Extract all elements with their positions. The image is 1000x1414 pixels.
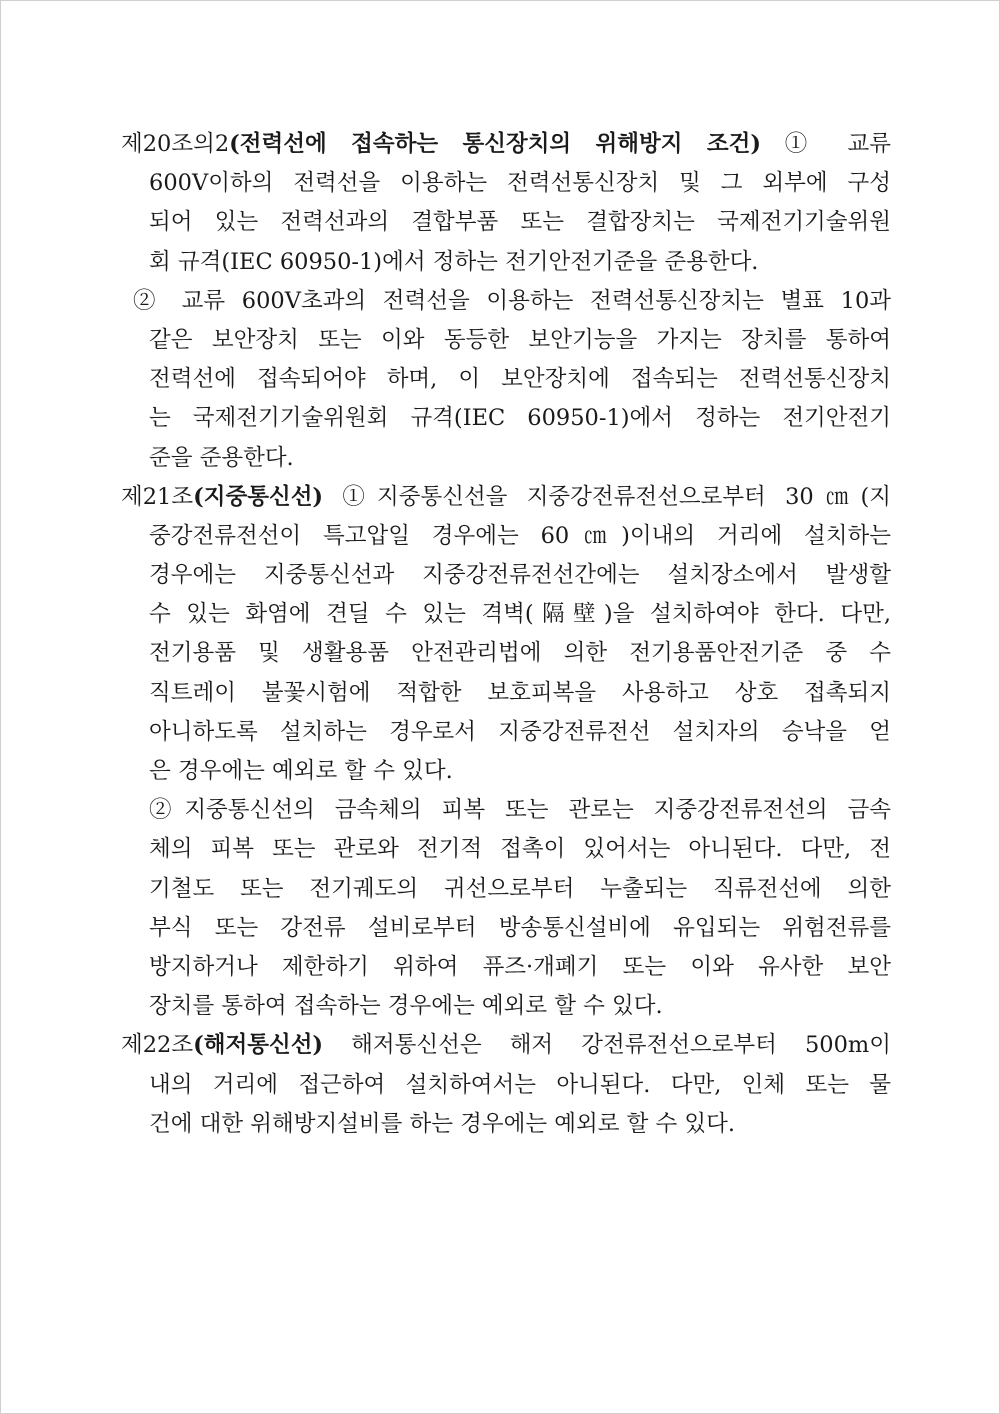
text-line: 체의 피복 또는 관로와 전기적 접촉이 있어서는 아니된다. 다만, 전 <box>149 836 891 863</box>
text-line: 기철도 또는 전기궤도의 귀선으로부터 누출되는 직류전선에 의한 <box>149 875 891 902</box>
text-line: 방지하거나 제한하기 위하여 퓨즈·개폐기 또는 이와 유사한 보안 <box>149 953 891 980</box>
text-line: 아니하도록 설치하는 경우로서 지중강전류전선 설치자의 승낙을 얻 <box>149 718 891 745</box>
text-line: 내의 거리에 접근하여 설치하여서는 아니된다. 다만, 인체 또는 물 <box>149 1071 891 1098</box>
text-line: 해저통신선은 해저 강전류전선으로부터 500m이 <box>323 1032 891 1059</box>
text-line: 같은 보안장치 또는 이와 동등한 보안기능을 가지는 장치를 통하여 <box>149 326 891 353</box>
text-line: 전기용품 및 생활용품 안전관리법에 의한 전기용품안전기준 중 수 <box>149 640 891 667</box>
text-line: ① 교류 <box>761 131 891 157</box>
text-line: 회 규격(IEC 60950-1)에서 정하는 전기안전기준을 준용한다. <box>149 248 759 275</box>
text-line: 건에 대한 위해방지설비를 하는 경우에는 예외로 할 수 있다. <box>149 1110 736 1137</box>
article-title: (지중통신선) <box>193 483 324 510</box>
article-number: 제22조 <box>121 1032 194 1059</box>
text-line: 수 있는 화염에 견딜 수 있는 격벽(隔壁)을 설치하여야 한다. 다만, <box>149 601 891 628</box>
paragraph-2-line: ②지중통신선의 금속체의 피복 또는 관로는 지중강전류전선의 금속 <box>149 797 891 824</box>
article-number: 제20조의2 <box>121 131 230 157</box>
text-line: 600V이하의 전력선을 이용하는 전력선통신장치 및 그 외부에 구성 <box>149 170 891 197</box>
paragraph-2-line: ② 교류 600V초과의 전력선을 이용하는 전력선통신장치는 별표 10과 <box>133 287 891 314</box>
document-body <box>121 125 891 1144</box>
article-number: 제21조 <box>121 483 194 510</box>
article-title: (해저통신선) <box>193 1032 324 1059</box>
text-line: 중강전류전선이 특고압일 경우에는 60㎝)이내의 거리에 설치하는 <box>149 522 891 549</box>
text-line: 부식 또는 강전류 설비로부터 방송통신설비에 유입되는 위험전류를 <box>149 914 891 941</box>
text-line: 전력선에 접속되어야 하며, 이 보안장치에 접속되는 전력선통신장치 <box>149 366 891 393</box>
text-line: 경우에는 지중통신선과 지중강전류전선간에는 설치장소에서 발생할 <box>149 562 891 589</box>
text-line: 장치를 통하여 접속하는 경우에는 예외로 할 수 있다. <box>149 993 663 1020</box>
article-21-heading-line <box>121 478 891 517</box>
article-20-2-heading-line <box>121 125 891 164</box>
article-20-2 <box>121 125 891 478</box>
text-line: 은 경우에는 예외로 할 수 있다. <box>149 758 453 784</box>
text-line: ①지중통신선을 지중강전류전선으로부터 30㎝(지 <box>323 483 891 510</box>
article-22 <box>121 1026 891 1144</box>
text-line: 되어 있는 전력선과의 결합부품 또는 결합장치는 국제전기기술위원 <box>149 209 891 236</box>
article-title: (전력선에 접속하는 통신장치의 위해방지 조건) <box>229 131 762 157</box>
text-line: 직트레이 불꽃시험에 적합한 보호피복을 사용하고 상호 접촉되지 <box>149 679 891 706</box>
text-line: 는 국제전기기술위원회 규격(IEC 60950-1)에서 정하는 전기안전기 <box>149 405 891 432</box>
article-22-heading-line <box>121 1026 891 1065</box>
text-line: 준을 준용한다. <box>149 444 294 471</box>
article-21 <box>121 478 891 1027</box>
